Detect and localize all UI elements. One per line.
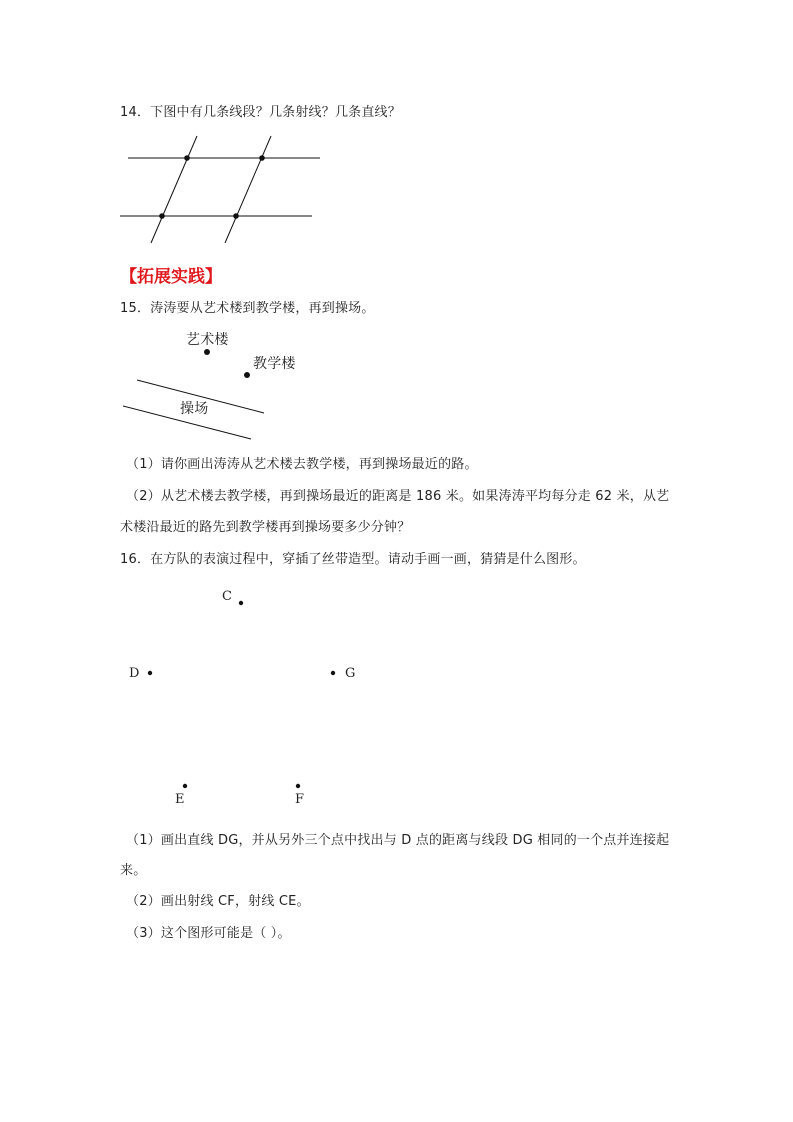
q14-point xyxy=(159,213,165,219)
q15-text: 15．涛涛要从艺术楼到教学楼，再到操场。 xyxy=(120,301,375,316)
q15-art-point xyxy=(204,349,210,355)
q16-point-c xyxy=(239,601,243,605)
q15-sub1: （1）请你画出涛涛从艺术楼去教学楼，再到操场最近的路。 xyxy=(126,457,478,472)
q16-figure xyxy=(148,601,335,788)
q16-sub1-line2: 来。 xyxy=(120,863,147,878)
q16-text: 16．在方队的表演过程中，穿插了丝带造型。请动手画一画，猜猜是什么图形。 xyxy=(120,552,586,567)
q14-right-slant xyxy=(225,136,271,243)
q15-label-art-building: 艺术楼 xyxy=(186,332,229,348)
q16-point-d xyxy=(148,671,152,675)
q16-label-f: F xyxy=(295,792,305,807)
q16-label-c: C xyxy=(222,589,233,604)
q15-teach-point xyxy=(244,372,250,378)
q16-point-e xyxy=(183,784,187,788)
q15-sub2-line2: 术楼沿最近的路先到教学楼再到操场要多少分钟？ xyxy=(120,520,411,535)
q14-left-slant xyxy=(151,136,197,243)
q16-label-e: E xyxy=(175,792,185,807)
q15-label-playground: 操场 xyxy=(180,401,209,417)
q14-point xyxy=(233,213,239,219)
section-title-extension-practice: 【拓展实践】 xyxy=(120,267,222,287)
q16-label-g: G xyxy=(345,666,356,681)
q15-label-teaching-building: 教学楼 xyxy=(253,356,296,372)
q16-point-f xyxy=(296,784,300,788)
q15-sub2-line1: （2）从艺术楼去教学楼，再到操场最近的距离是 186 米。如果涛涛平均每分走 62 米，从艺 xyxy=(126,489,670,504)
q14-point xyxy=(259,155,265,161)
q16-sub2: （2）画出射线 CF，射线 CE。 xyxy=(126,894,310,909)
q16-label-d: D xyxy=(129,666,140,681)
q14-point xyxy=(184,155,190,161)
q16-sub1-line1: （1）画出直线 DG，并从另外三个点中找出与 D 点的距离与线段 DG 相同的一个点并连接起 xyxy=(126,833,670,848)
q15-figure xyxy=(123,349,264,439)
q16-sub3: （3）这个图形可能是（ ）。 xyxy=(126,926,291,941)
q14-text: 14．下图中有几条线段？几条射线？几条直线？ xyxy=(120,105,401,120)
q16-point-g xyxy=(331,671,335,675)
